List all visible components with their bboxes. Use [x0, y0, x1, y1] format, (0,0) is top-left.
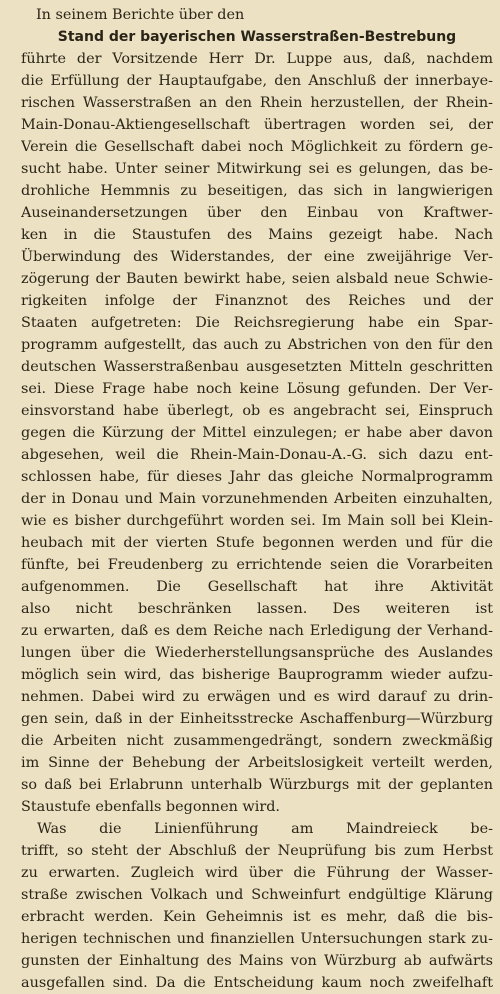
- text-line: zögerung der Bauten bewirkt habe, seien alsbald neue Schwie-: [21, 271, 493, 287]
- text-line: programm aufgestellt, das auch zu Abstrichen von den für den: [21, 337, 493, 353]
- text-line: drohliche Hemmnis zu beseitigen, das sich in langwierigen: [21, 183, 493, 199]
- text-line: sucht habe. Unter seiner Mitwirkung sei es gelungen, das be-: [21, 161, 493, 177]
- text-line: so daß bei Erlabrunn unterhalb Würzburgs mit der geplanten: [21, 777, 493, 793]
- text-line: schlossen habe, für dieses Jahr das gleiche Normalprogramm: [21, 469, 493, 485]
- text-line: lungen über die Wiederherstellungsansprüche des Auslandes: [21, 645, 493, 661]
- text-line: wie es bisher durchgeführt worden sei. Im Main soll bei Klein-: [21, 513, 493, 529]
- text-line: gunsten der Einhaltung des Mains von Würzburg ab aufwärts: [21, 953, 493, 969]
- text-line: straße zwischen Volkach und Schweinfurt endgültige Klärung: [21, 887, 493, 903]
- paragraph-end-line: Staustufe ebenfalls begonnen wird.: [21, 799, 281, 815]
- text-line: zu erwarten, daß es dem Reiche nach Erledigung der Verhand-: [21, 623, 493, 639]
- text-line: gen sein, daß in der Einheitsstrecke Aschaffenburg—Würzburg: [21, 711, 493, 727]
- text-line: die Erfüllung der Hauptaufgabe, den Anschluß der innerbaye-: [21, 73, 493, 89]
- text-line: Überwindung des Widerstandes, der eine zweijährige Ver-: [21, 249, 493, 265]
- text-line: die Arbeiten nicht zusammengedrängt, sondern zweckmäßig: [21, 733, 493, 749]
- text-line: ken in die Staustufen des Mains gezeigt habe. Nach: [21, 227, 493, 243]
- text-line: erbracht werden. Kein Geheimnis ist es mehr, daß die bis-: [21, 909, 493, 925]
- text-line: möglich sein wird, das bisherige Bauprogramm wieder aufzu-: [21, 667, 493, 683]
- text-line: heubach mit der vierten Stufe begonnen werden und für die: [21, 535, 493, 551]
- text-line: einsvorstand habe überlegt, ob es angebracht sei, Einspruch: [21, 403, 493, 419]
- text-line: rischen Wasserstraßen an den Rhein herzustellen, der Rhein-: [21, 95, 493, 111]
- section-heading: Stand der bayerischen Wasserstraßen-Bestrebung: [57, 29, 457, 45]
- text-line: gegen die Kürzung der Mittel einzulegen; er habe aber davon: [21, 425, 493, 441]
- text-line: der in Donau und Main vorzunehmenden Arbeiten einzuhalten,: [21, 491, 493, 507]
- text-line: abgesehen, weil die Rhein-Main-Donau-A.-G. sich dazu ent-: [21, 447, 493, 463]
- text-line: ausgefallen sind. Da die Entscheidung kaum noch zweifelhaft: [21, 975, 493, 991]
- text-line: nehmen. Dabei wird zu erwägen und es wird darauf zu drin-: [21, 689, 493, 705]
- text-line: führte der Vorsitzende Herr Dr. Luppe aus, daß, nachdem: [21, 51, 493, 67]
- text-line: trifft, so steht der Abschluß der Neuprüfung bis zum Herbst: [21, 843, 493, 859]
- text-line: Auseinandersetzungen über den Einbau von Kraftwer-: [21, 205, 493, 221]
- text-line: rigkeiten infolge der Finanznot des Reiches und der: [21, 293, 493, 309]
- text-line: zu erwarten. Zugleich wird über die Führung der Wasser-: [21, 865, 493, 881]
- text-line: Verein die Gesellschaft dabei noch Möglichkeit zu fördern ge-: [21, 139, 493, 155]
- text-line: fünfte, bei Freudenberg zu errichtende seien die Vorarbeiten: [21, 557, 493, 573]
- text-line: Staaten aufgetreten: Die Reichsregierung habe ein Spar-: [21, 315, 493, 331]
- text-line: deutschen Wasserstraßenbau ausgesetzten Mitteln geschritten: [21, 359, 493, 375]
- text-line: also nicht beschränken lassen. Des weiteren ist: [21, 601, 493, 617]
- text-line: aufgenommen. Die Gesellschaft hat ihre Aktivität: [21, 579, 493, 595]
- text-line: im Sinne der Behebung der Arbeitslosigkeit verteilt werden,: [21, 755, 493, 771]
- text-line: herigen technischen und finanziellen Untersuchungen stark zu-: [21, 931, 493, 947]
- text-line: Main-Donau-Aktiengesellschaft übertragen worden sei, der: [21, 117, 493, 133]
- intro-line: In seinem Berichte über den: [36, 7, 245, 23]
- text-line: sei. Diese Frage habe noch keine Lösung gefunden. Der Ver-: [21, 381, 493, 397]
- paragraph-start-line: Was die Linienführung am Maindreieck be-: [37, 821, 493, 837]
